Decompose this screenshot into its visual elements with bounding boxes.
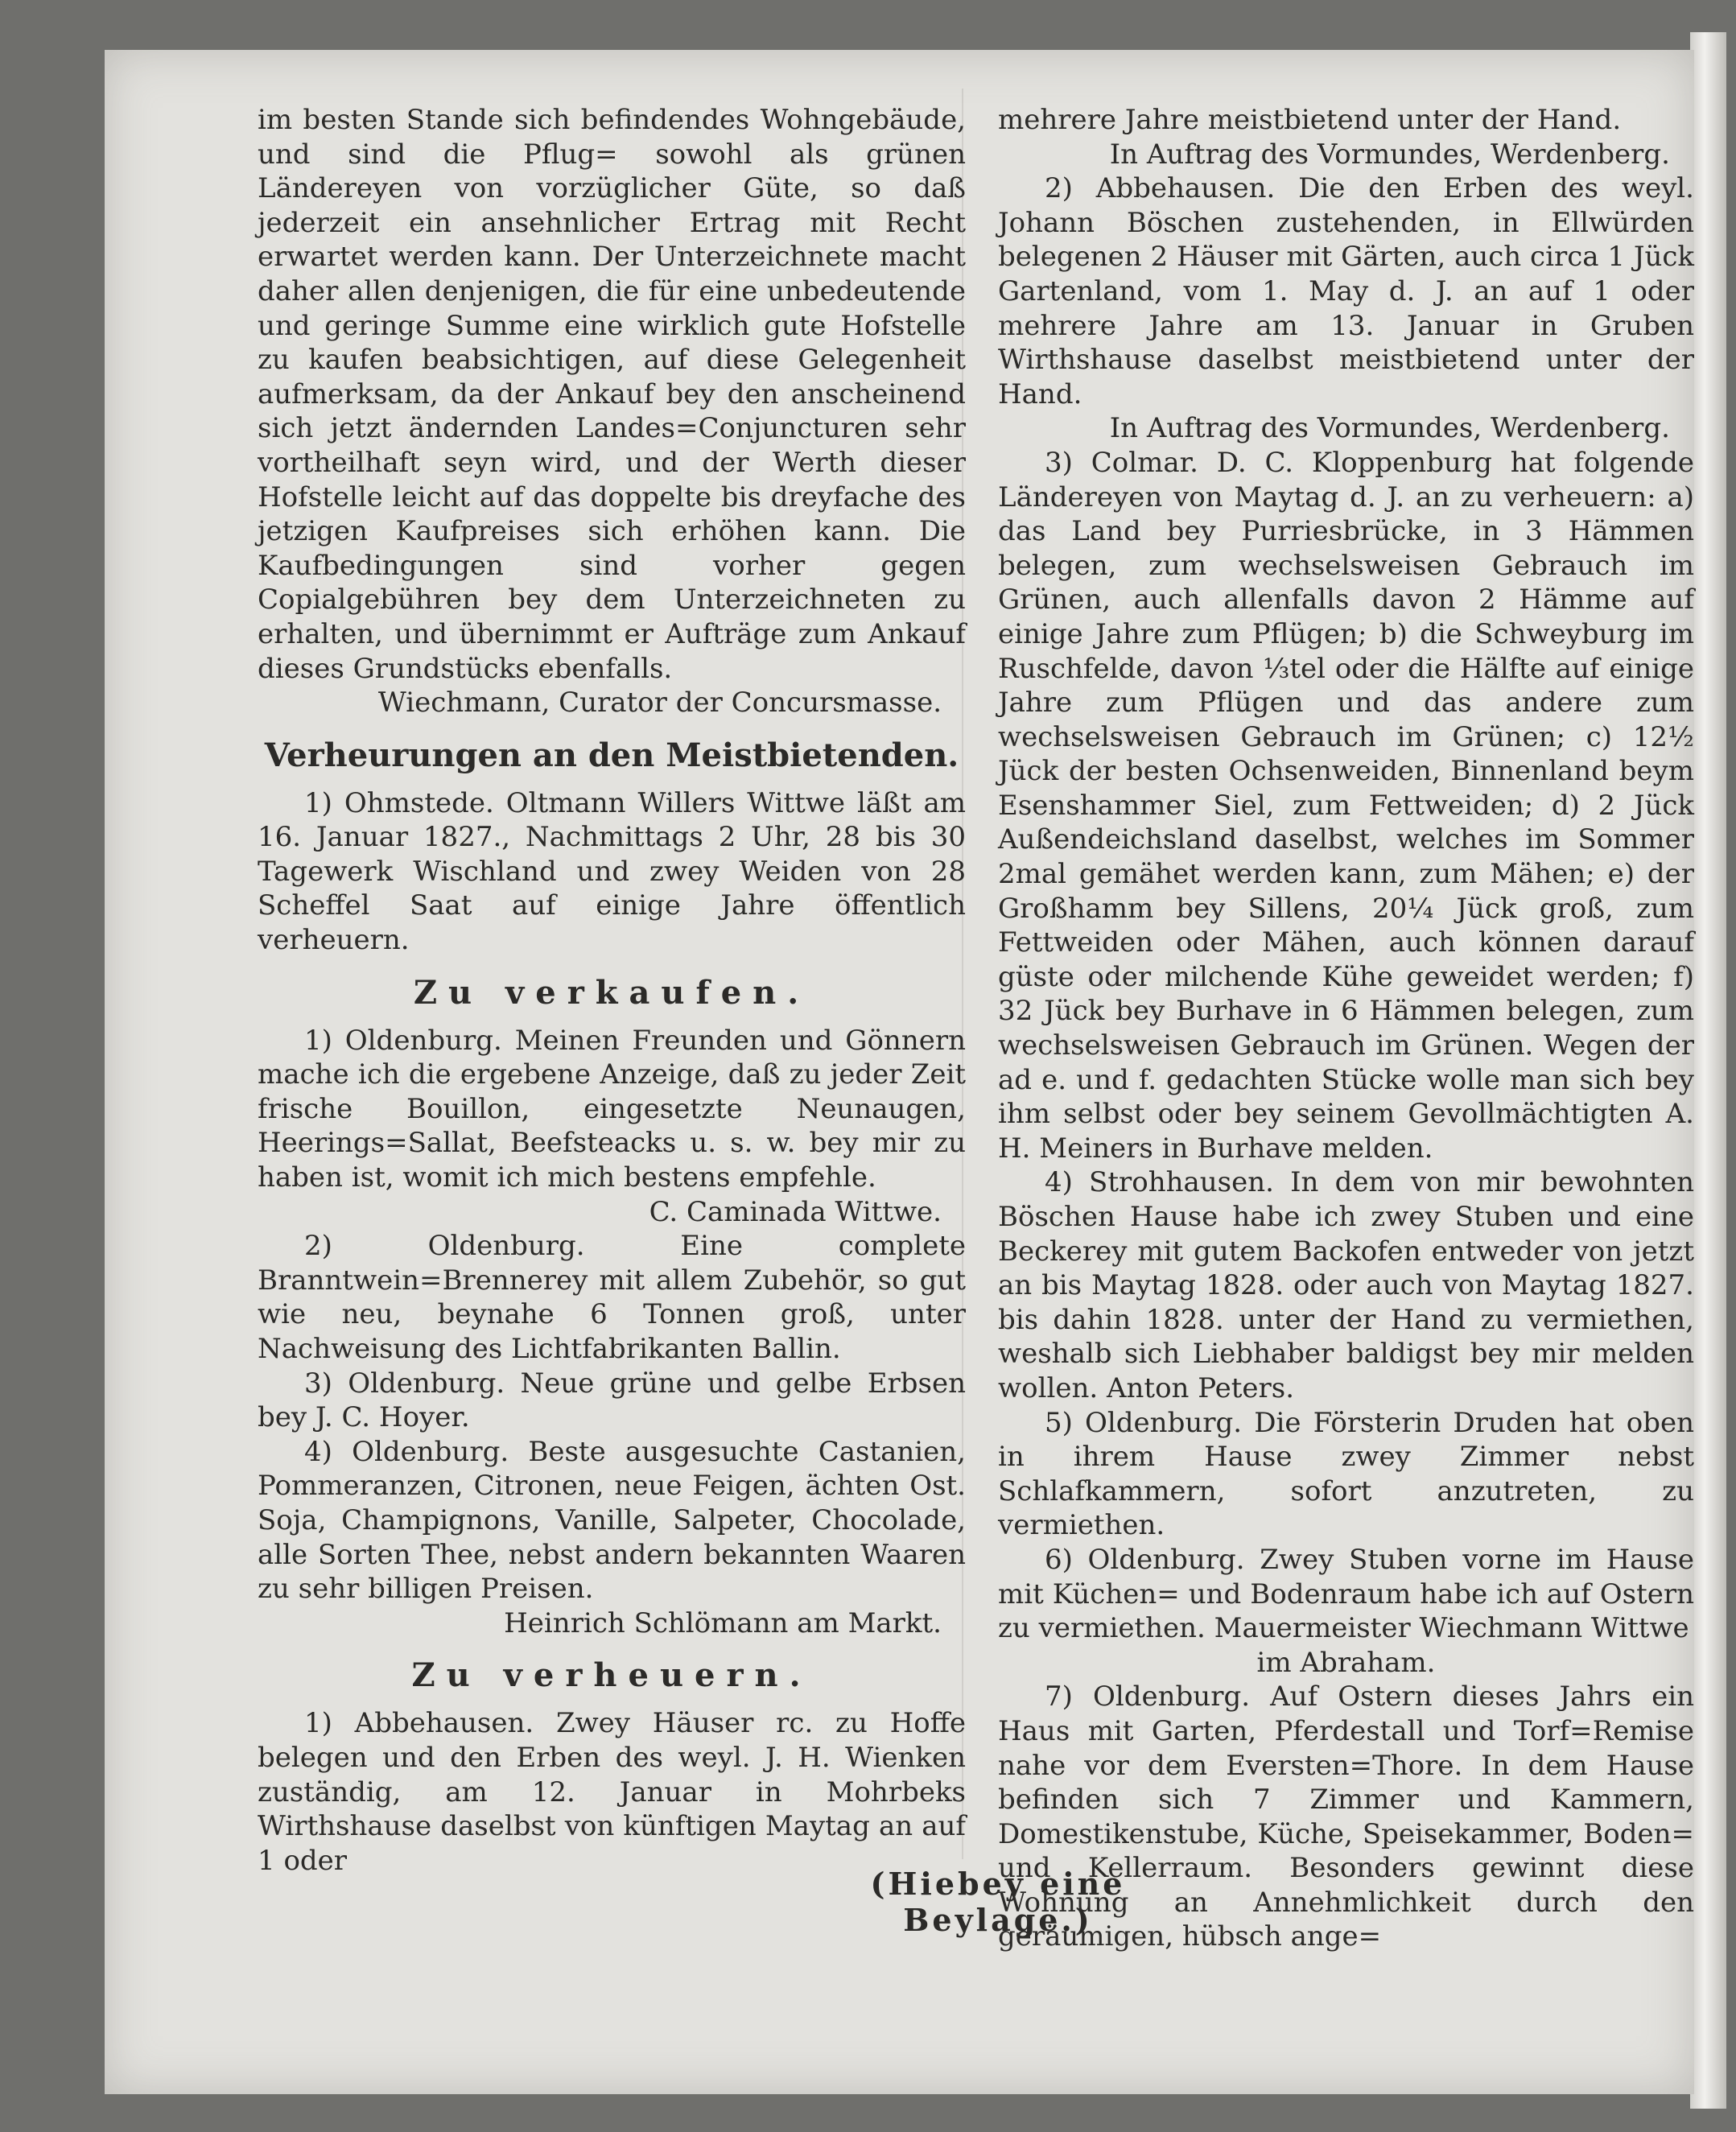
notice-oldenburg-6: 6) Oldenburg. Zwey Stuben vorne im Hause mit Küchen= und Bodenraum habe ich auf Ostern zu vermiethen. Mauermeister Wiechmann Wittwe <box>998 1543 1694 1645</box>
supplement-note: (Hiebey eine Beylage.) <box>870 1866 1126 1938</box>
notice-strohhausen: 4) Strohhausen. In dem von mir bewohnten Böschen Hause habe ich zwey Stuben und eine Beckerey mit gutem Backofen entweder von jetzt an bis Maytag 1828. oder auch von Maytag 1827. bis dahin 1828. unter der Hand zu vermiethen, weshalb sich Liebhaber baldigst bey mir melden wollen. Anton Peters. <box>998 1166 1694 1404</box>
notice-abbehausen-2: 2) Abbehausen. Die den Erben des weyl. Johann Böschen zustehenden, in Ellwürden belegenen 2 Häuser mit Gärten, auch circa 1 Jück Gartenland, vom 1. May d. J. an auf 1 oder mehrere Jahre am 13. Januar in Gruben Wirthshause daselbst meistbietend unter der Hand. <box>998 172 1694 410</box>
notice-oldenburg-4: 4) Oldenburg. Beste ausgesuchte Castanien, Pommeranzen, Citronen, neue Feigen, ächten Ost. Soja, Champignons, Vanille, Salpeter, Chocolade, alle Sorten Thee, nebst andern bekannten Waaren zu sehr billigen Preisen. <box>258 1435 966 1606</box>
notice-oldenburg-3: 3) Oldenburg. Neue grüne und gelbe Erbsen bey J. C. Hoyer. <box>258 1367 966 1434</box>
notice-oldenburg-5: 5) Oldenburg. Die Försterin Druden hat oben in ihrem Hause zwey Zimmer nebst Schlafkammern, sofort anzutreten, zu vermiethen. <box>998 1406 1694 1542</box>
notice-abbehausen-1: 1) Abbehausen. Zwey Häuser rc. zu Hoffe belegen und den Erben des weyl. J. H. Wienken zuständig, am 12. Januar in Mohrbeks Wirthshause daselbst von künftigen Maytag an auf 1 oder <box>258 1707 966 1877</box>
signature-werdenberg-2: In Auftrag des Vormundes, Werdenberg. <box>1109 412 1670 445</box>
notice-oldenburg-2: 2) Oldenburg. Eine complete Branntwein=Brennerey mit allem Zubehör, so gut wie neu, beynahe 6 Tonnen groß, unter Nachweisung des Lichtfabrikanten Ballin. <box>258 1230 966 1365</box>
right-column <box>998 103 1694 1954</box>
notice-oldenburg-1: 1) Oldenburg. Meinen Freunden und Gönnern mache ich die ergebene Anzeige, daß zu jeder Zeit frische Bouillon, eingesetzte Neunaugen, Heerings=Sallat, Beefsteacks u. s. w. bey mir zu haben ist, womit ich mich bestens empfehle. <box>258 1024 966 1194</box>
left-column <box>258 103 966 1878</box>
signature-abraham: im Abraham. <box>1256 1646 1436 1679</box>
intro-paragraph: im besten Stande sich befindendes Wohngebäude, und sind die Pflug= sowohl als grünen Ländereyen von vorzüglicher Güte, so daß jederzeit ein ansehnlicher Ertrag mit Recht erwartet werden kann. Der Unterzeichnete macht daher allen denjenigen, die für eine unbedeutende und geringe Summe eine wirklich gute Hofstelle zu kaufen beabsichtigen, auf diese Gelegenheit aufmerksam, da der Ankauf bey den anscheinend sich jetzt ändernden Landes=Conjuncturen sehr vortheilhaft seyn wird, und der Werth dieser Hofstelle leicht auf das doppelte bis dreyfache des jetzigen Kaufpreises sich erhöhen kann. Die Kaufbedingungen sind vorher gegen Copialgebühren bey dem Unterzeichneten zu erhalten, und übernimmt er Aufträge zum Ankauf dieses Grundstücks ebenfalls. <box>258 104 966 685</box>
page-edge <box>1690 32 1726 2109</box>
signature-caminada: C. Caminada Wittwe. <box>649 1195 942 1228</box>
section-title-zu-verkaufen: Zu verkaufen. <box>413 973 810 1012</box>
notice-colmar: 3) Colmar. D. C. Kloppenburg hat folgende Ländereyen von Maytag d. J. an zu verheuern: a) das Land bey Purriesbrücke, in 3 Hämmen belegen, zum wechselsweisen Gebrauch im Grünen, auch allenfalls davon 2 Hämme auf einige Jahre zum Pflügen; b) die Schweyburg im Ruschfelde, davon ⅓tel oder die Hälfte auf einige Jahre zum Pflügen und das andere zum wechselsweisen Gebrauch im Grünen; c) 12½ Jück der besten Ochsenweiden, Binnenland beym Esenshammer Siel, zum Fettweiden; d) 2 Jück Außendeichsland daselbst, welches im Sommer 2mal gemähet werden kann, zum Mähen; e) der Großhamm bey Sillens, 20¼ Jück groß, zum Fettweiden oder Mähen, auch können darauf güste oder milchende Kühe geweidet werden; f) 32 Jück bey Burhave in 6 Hämmen belegen, zum wechselsweisen Gebrauch im Grünen. Wegen der ad e. und f. gedachten Stücke wolle man sich bey ihm selbst oder bey seinem Gevollmächtigten A. H. Meiners in Burhave melden. <box>998 446 1694 1165</box>
signature-werdenberg-1: In Auftrag des Vormundes, Werdenberg. <box>1109 138 1670 171</box>
section-title-zu-verheuern: Zu verheuern. <box>411 1656 812 1695</box>
notice-continuation: mehrere Jahre meistbietend unter der Hand. <box>998 104 1622 136</box>
intro-signature: Wiechmann, Curator der Concursmasse. <box>377 687 942 720</box>
section-title-verheurungen: Verheurungen an den Meistbietenden. <box>264 736 959 774</box>
notice-ohmstede: 1) Ohmstede. Oltmann Willers Wittwe läßt am 16. Januar 1827., Nachmittags 2 Uhr, 28 bis 30 Tagewerk Wischland und zwey Weiden von 28 Scheffel Saat auf einige Jahre öffentlich verheuern. <box>258 786 966 957</box>
notice-oldenburg-7: 7) Oldenburg. Auf Ostern dieses Jahrs ein Haus mit Garten, Pferdestall und Torf=Remise nahe vor dem Eversten=Thore. In dem Hause befinden sich 7 Zimmer und Kammern, Domestikenstube, Küche, Speisekammer, Boden= und Kellerraum. Besonders gewinnt diese Wohnung an Annehmlichkeit durch den geräumigen, hübsch ange= <box>998 1680 1694 1953</box>
signature-schloemann: Heinrich Schlömann am Markt. <box>504 1606 942 1639</box>
